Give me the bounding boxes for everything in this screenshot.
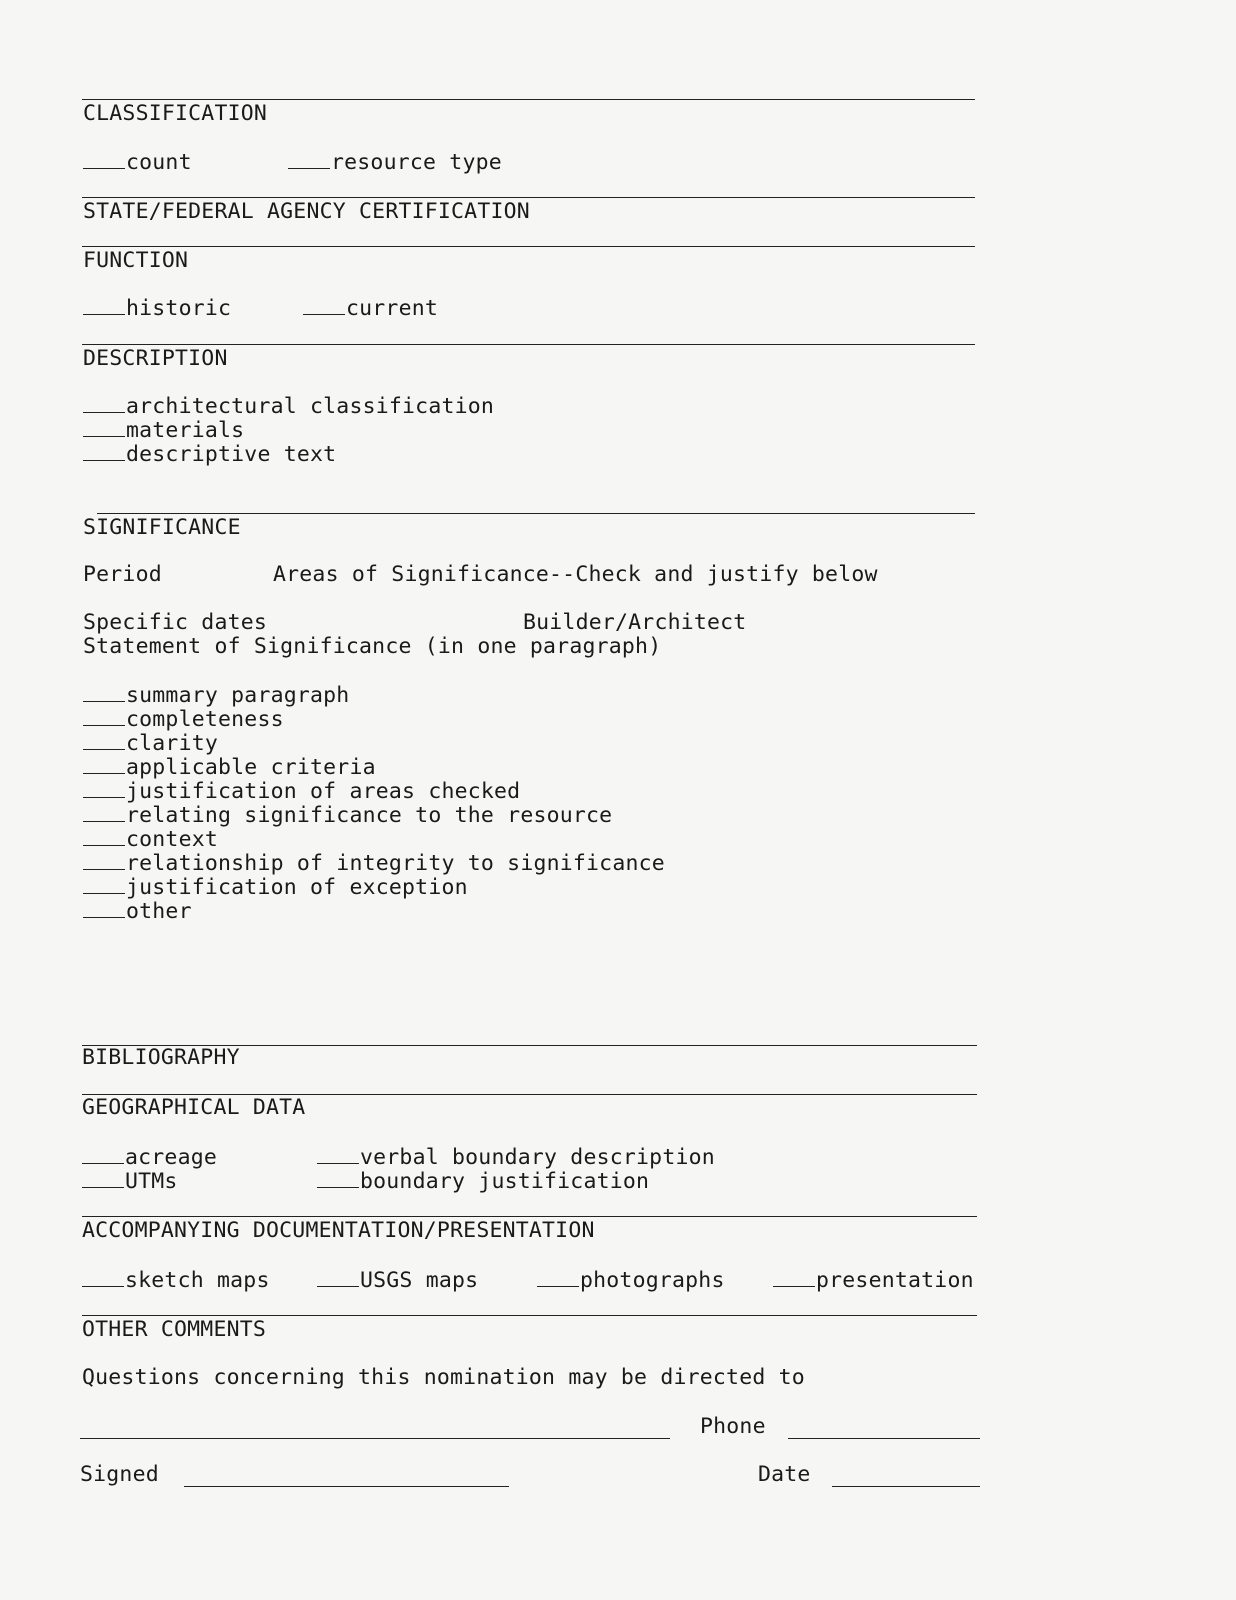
signature-field[interactable] <box>184 1486 509 1487</box>
section-rule <box>82 1315 977 1316</box>
section-rule <box>82 197 975 198</box>
signed-label: Signed <box>80 1462 159 1487</box>
checkbox-boundary-justification[interactable]: boundary justification <box>317 1169 649 1194</box>
check-blank[interactable] <box>83 442 125 461</box>
section-rule <box>97 513 975 514</box>
checkbox-other[interactable]: other <box>83 899 192 924</box>
checkbox-presentation[interactable]: presentation <box>773 1268 974 1293</box>
check-blank[interactable] <box>317 1169 359 1188</box>
check-blank[interactable] <box>83 827 125 846</box>
check-blank[interactable] <box>83 755 125 774</box>
check-blank[interactable] <box>83 875 125 894</box>
check-blank[interactable] <box>83 683 125 702</box>
check-blank[interactable] <box>83 851 125 870</box>
section-heading-classification: CLASSIFICATION <box>83 101 268 126</box>
check-blank[interactable] <box>83 779 125 798</box>
date-label: Date <box>758 1462 811 1487</box>
checkbox-relating-significance[interactable]: relating significance to the resource <box>83 803 612 828</box>
check-blank[interactable] <box>83 296 125 315</box>
date-field[interactable] <box>832 1486 980 1487</box>
section-heading-certification: STATE/FEDERAL AGENCY CERTIFICATION <box>83 199 530 224</box>
statement-of-significance-label: Statement of Significance (in one paragraph) <box>83 634 662 659</box>
section-rule <box>82 99 975 100</box>
checkbox-context[interactable]: context <box>83 827 218 852</box>
check-blank[interactable] <box>537 1268 579 1287</box>
checkbox-utms[interactable]: UTMs <box>82 1169 178 1194</box>
checkbox-count[interactable]: count <box>83 150 192 175</box>
checkbox-clarity[interactable]: clarity <box>83 731 218 756</box>
section-heading-bibliography: BIBLIOGRAPHY <box>82 1045 240 1070</box>
contact-name-field[interactable] <box>80 1438 670 1439</box>
section-heading-comments: OTHER COMMENTS <box>82 1317 267 1342</box>
checkbox-acreage[interactable]: acreage <box>82 1145 217 1170</box>
checkbox-descriptive-text[interactable]: descriptive text <box>83 442 336 467</box>
checkbox-current[interactable]: current <box>303 296 438 321</box>
check-blank[interactable] <box>83 394 125 413</box>
checkbox-resource-type[interactable]: resource type <box>288 150 502 175</box>
checkbox-usgs-maps[interactable]: USGS maps <box>317 1268 478 1293</box>
specific-dates-label: Specific dates <box>83 610 268 635</box>
checkbox-relationship-of-integrity[interactable]: relationship of integrity to significance <box>83 851 665 876</box>
checkbox-photographs[interactable]: photographs <box>537 1268 725 1293</box>
phone-label: Phone <box>700 1414 766 1439</box>
checkbox-verbal-boundary[interactable]: verbal boundary description <box>317 1145 715 1170</box>
check-blank[interactable] <box>303 296 345 315</box>
section-rule <box>82 246 975 247</box>
checkbox-applicable-criteria[interactable]: applicable criteria <box>83 755 376 780</box>
section-rule <box>82 344 975 345</box>
checkbox-completeness[interactable]: completeness <box>83 707 284 732</box>
check-blank[interactable] <box>317 1145 359 1164</box>
check-blank[interactable] <box>83 899 125 918</box>
check-blank[interactable] <box>83 707 125 726</box>
section-heading-function: FUNCTION <box>83 248 189 273</box>
section-heading-description: DESCRIPTION <box>83 346 228 371</box>
checkbox-architectural-classification[interactable]: architectural classification <box>83 394 494 419</box>
checkbox-historic[interactable]: historic <box>83 296 231 321</box>
phone-field[interactable] <box>788 1438 980 1439</box>
section-heading-geographical: GEOGRAPHICAL DATA <box>82 1095 306 1120</box>
questions-label: Questions concerning this nomination may be directed to <box>82 1365 805 1390</box>
check-blank[interactable] <box>773 1268 815 1287</box>
check-blank[interactable] <box>288 150 330 169</box>
period-label: Period <box>83 562 162 587</box>
check-blank[interactable] <box>83 150 125 169</box>
check-blank[interactable] <box>83 803 125 822</box>
checkbox-sketch-maps[interactable]: sketch maps <box>82 1268 270 1293</box>
section-heading-documentation: ACCOMPANYING DOCUMENTATION/PRESENTATION <box>82 1218 595 1243</box>
checkbox-justification-of-exception[interactable]: justification of exception <box>83 875 468 900</box>
builder-architect-label: Builder/Architect <box>523 610 747 635</box>
checkbox-summary-paragraph[interactable]: summary paragraph <box>83 683 349 708</box>
checkbox-justification-of-areas[interactable]: justification of areas checked <box>83 779 520 804</box>
section-rule <box>82 1216 977 1217</box>
check-blank[interactable] <box>82 1169 124 1188</box>
check-blank[interactable] <box>83 418 125 437</box>
check-blank[interactable] <box>83 731 125 750</box>
check-blank[interactable] <box>82 1268 124 1287</box>
check-blank[interactable] <box>82 1145 124 1164</box>
check-blank[interactable] <box>317 1268 359 1287</box>
section-heading-significance: SIGNIFICANCE <box>83 515 241 540</box>
checkbox-materials[interactable]: materials <box>83 418 244 443</box>
areas-of-significance-label: Areas of Significance--Check and justify below <box>273 562 878 587</box>
